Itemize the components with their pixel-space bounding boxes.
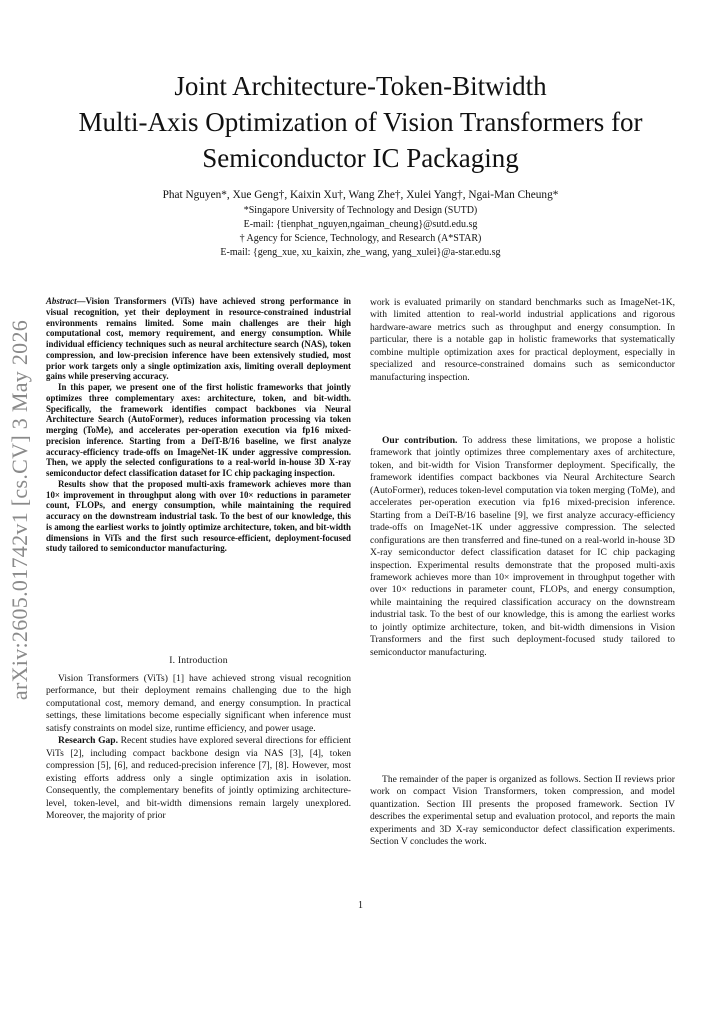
arxiv-stamp: arXiv:2605.01742v1 [cs.CV] 3 May 2026 [7, 319, 32, 701]
contribution-text [370, 435, 675, 659]
page-number: 1 [358, 900, 363, 911]
title-line: Semiconductor IC Packaging [202, 143, 519, 173]
affiliation-astar: † Agency for Science, Technology, and Research (A*STAR) [239, 233, 482, 244]
body-paragraph: work is evaluated primarily on standard benchmarks such as ImageNet-1K, with limited attention to real-world industrial applications and rigorous hardware-aware metrics such as throughput and energy consumption. In particular, there is a notable gap in holistic frameworks that systematically combine multiple optimization axes for practical deployment, especially in specialized and resource-constrained domains such as semiconductor manufacturing inspection. [370, 297, 675, 383]
body-paragraph: To address these limitations, we propose a holistic framework that jointly optimizes three complementary axes of architecture, token, and bit-width for Vision Transformer deployment. Specifically, the framework identifies compact backbones via Neural Architecture Search (AutoFormer), reduces token-level computation via token merging (ToMe), and accelerates per-operation execution via fp16 mixed-precision inference. Starting from a DeiT-B/16 baseline [9], we first analyze accuracy-efficiency trade-offs on ImageNet-1K under aggressive compression. The selected configurations are then transferred and fine-tuned on a real-world in-house 3D X-ray semiconductor defect classification dataset for IC chip packaging inspection. Experimental results demonstrate that the proposed multi-axis framework achieves more than 10× improvement in throughput together with over 10× reductions in parameter count, FLOPs, and energy consumption, while maintaining the required classification accuracy on the downstream industrial task. To the best of our knowledge, this is among the earliest works to jointly optimize architecture, token, and bit-width dimensions in Vision Transformers and the first such deployment-focused study tailored to semiconductor manufacturing. [370, 435, 675, 658]
abstract-paragraph: Results show that the proposed multi-axis framework achieves more than 10× improvement in throughput along with over 10× reductions in parameter count, FLOPs, and energy consumption, while maintaining the required accuracy on the downstream industrial task. To the best of our knowledge, this is among the earliest works to jointly optimize architecture, token, and bit-width dimensions in ViTs and the first such resource-efficient, deployment-focused study tailored to semiconductor manufacturing. [46, 478, 351, 554]
affiliation-sutd: *Singapore University of Technology and Design (SUTD) [243, 205, 478, 216]
run-in-heading: Our contribution. [382, 435, 458, 446]
abstract-label: Abstract [46, 296, 77, 306]
body-paragraph: Recent studies have explored several directions for efficient ViTs [2], including compact backbone design via NAS [3], [4], token compression [5], [6], and reduced-precision inference [7], [8]. However, most existing efforts address only a single optimization axis in isolation. Consequently, the complementary benefits of jointly optimizing architecture-level, token-level, and bit-width dimensions remain largely unexplored. Moreover, the majority of prior [46, 735, 351, 821]
organization-text [370, 774, 675, 849]
abstract [46, 296, 351, 554]
email-sutd: E-mail: {tienphat_nguyen,ngaiman_cheung}@sutd.edu.sg [243, 219, 478, 230]
email-astar: E-mail: {geng_xue, xu_kaixin, zhe_wang, yang_xulei}@a-star.edu.sg [220, 247, 501, 258]
title-line: Joint Architecture-Token-Bitwidth [174, 71, 547, 101]
body-paragraph: Vision Transformers (ViTs) [1] have achieved strong visual recognition performance, but their deployment remains challenging due to the high computational cost, memory demand, and energy consumption. In practical settings, these limitations become especially significant when inference must satisfy constraints on model size, runtime efficiency, and power usage. [46, 673, 351, 734]
title-line: Multi-Axis Optimization of Vision Transformers for [78, 107, 643, 137]
paper-title [30, 68, 691, 176]
abstract-paragraph: —Vision Transformers (ViTs) have achieved strong performance in visual recognition, yet their deployment in resource-constrained industrial environments remains limited. Some main challenges are their high computational cost, memory requirement, and energy consumption. While individual efficiency techniques such as neural architecture search (NAS), token compression, and low-precision inference have been extensively studied, most prior work targets only a single optimization axis, limiting overall deployment gains while preserving accuracy. [46, 296, 351, 382]
body-paragraph: The remainder of the paper is organized as follows. Section II reviews prior work on compact Vision Transformers, token compression, and model quantization. Section III presents the proposed framework. Section IV describes the experimental setup and evaluation protocol, and reports the main experiments and 3D X-ray semiconductor defect classification experiments. Section V concludes the work. [370, 774, 675, 848]
abstract-paragraph: In this paper, we present one of the first holistic frameworks that jointly optimizes three complementary axes: architecture, token, and bit-width. Specifically, the framework identifies compact backbones via Neural Architecture Search (AutoFormer), reduces information processing via token merging (ToMe), and accelerates per-operation execution via fp16 mixed-precision inference. Starting from a DeiT-B/16 baseline, we first analyze accuracy-efficiency trade-offs on ImageNet-1K under aggressive compression. Then, we apply the selected configurations to a real-world in-house 3D X-ray semiconductor defect classification dataset for IC chip packaging inspection. [46, 382, 351, 478]
run-in-heading: Research Gap. [58, 735, 119, 747]
introduction-text [46, 673, 351, 822]
author-list: Phat Nguyen*, Xue Geng†, Kaixin Xu†, Wang Zhe†, Xulei Yang†, Ngai-Man Cheung* [162, 189, 559, 201]
section-heading: I. Introduction [169, 655, 228, 666]
